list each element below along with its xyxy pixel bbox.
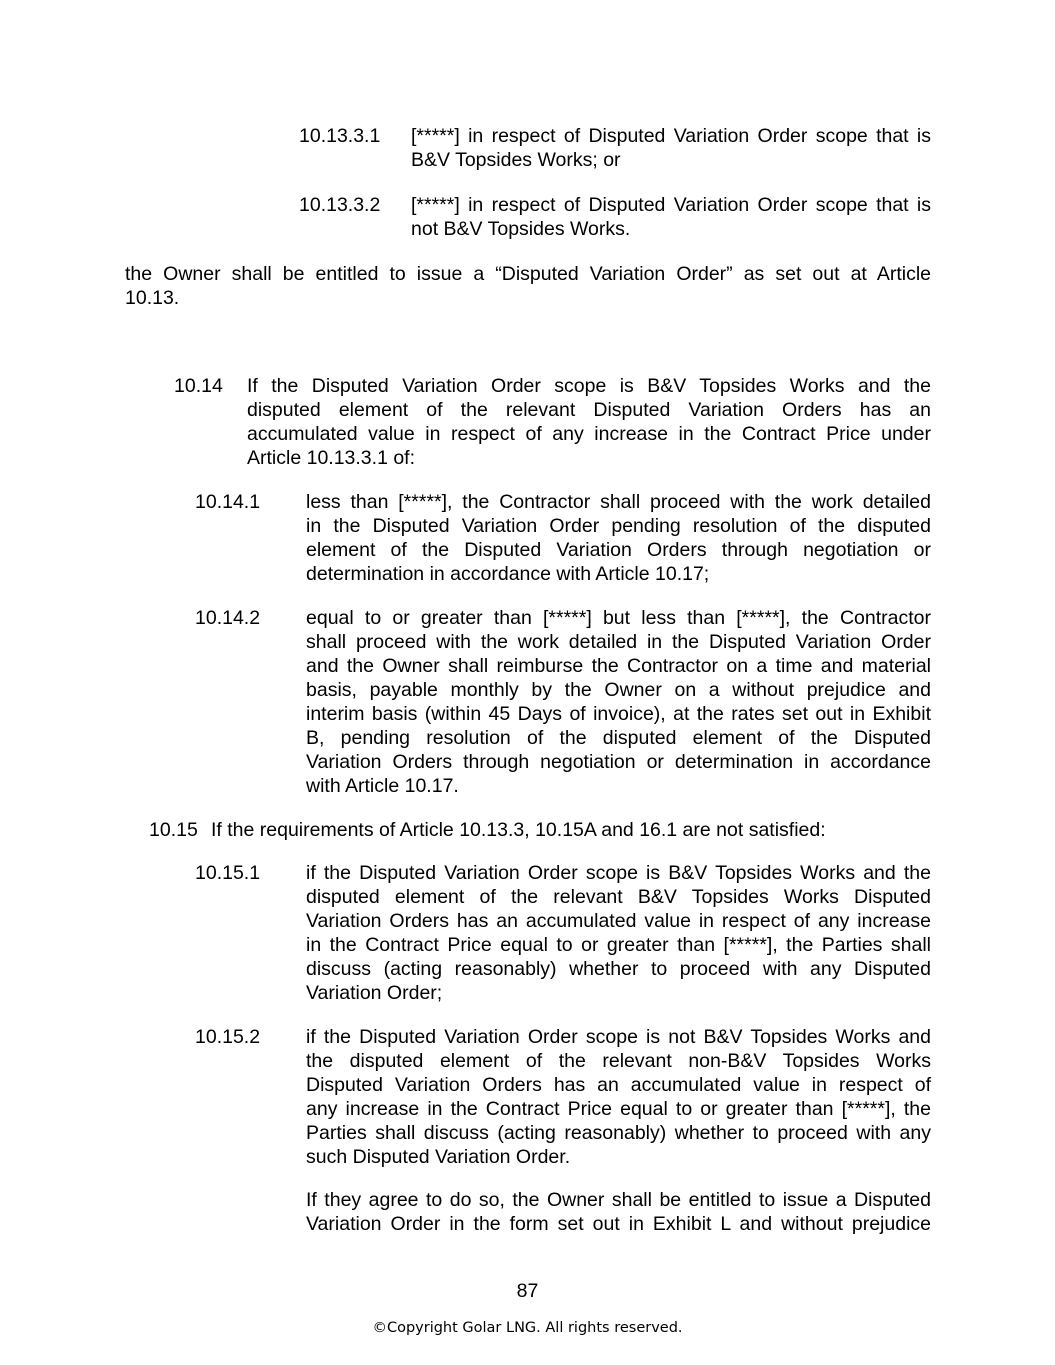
text-line: disputed element of the relevant Disputed Variation Orders has an [247, 399, 931, 421]
text-line: Parties shall discuss (acting reasonably) whether to proceed with any [306, 1122, 931, 1144]
text-line: Variation Order; [306, 982, 443, 1004]
clause-number: 10.15 [149, 819, 198, 841]
text-line: any increase in the Contract Price equal to or greater than [*****], the [306, 1098, 931, 1120]
text-line: equal to or greater than [*****] but less than [*****], the Contractor [306, 607, 931, 629]
text-line: determination in accordance with Article 10.17; [306, 563, 710, 585]
text-line: disputed element of the relevant B&V Topsides Works Disputed [306, 886, 931, 908]
text-line: [*****] in respect of Disputed Variation Order scope that is [411, 125, 931, 147]
text-line: Variation Orders through negotiation or determination in accordance [306, 751, 931, 773]
clause-text [306, 861, 931, 1005]
text-line: less than [*****], the Contractor shall proceed with the work detailed [306, 491, 931, 513]
page-number: 87 [516, 1280, 539, 1302]
text-line: Article 10.13.3.1 of: [247, 447, 416, 469]
text-line: shall proceed with the work detailed in the Disputed Variation Order [306, 631, 931, 653]
text-line: If the requirements of Article 10.13.3, 10.15A and 16.1 are not satisfied: [211, 819, 826, 841]
clause-text [411, 124, 931, 172]
clause-number: 10.14.2 [195, 607, 261, 629]
clause-text [306, 606, 931, 798]
text-line: If they agree to do so, the Owner shall be entitled to issue a Disputed [306, 1189, 931, 1211]
text-line: B&V Topsides Works; or [411, 149, 621, 171]
clause-number: 10.15.1 [195, 862, 261, 884]
clause-text [306, 1025, 931, 1169]
text-line: not B&V Topsides Works. [411, 218, 631, 240]
clause-text [211, 818, 931, 842]
clause-number: 10.15.2 [195, 1026, 261, 1048]
text-line: the Owner shall be entitled to issue a “Disputed Variation Order” as set out at Article [125, 263, 931, 285]
text-line: B, pending resolution of the disputed element of the Disputed [306, 727, 931, 749]
text-line: in the Contract Price equal to or greater than [*****], the Parties shall [306, 934, 931, 956]
text-line: accumulated value in respect of any increase in the Contract Price under [247, 423, 931, 445]
text-line: the disputed element of the relevant non-B&V Topsides Works [306, 1050, 931, 1072]
text-line: with Article 10.17. [306, 775, 459, 797]
clause-number: 10.13.3.1 [299, 125, 381, 147]
text-line: and the Owner shall reimburse the Contractor on a time and material [306, 655, 931, 677]
clause-text [306, 490, 931, 586]
clause-number: 10.14.1 [195, 491, 261, 513]
text-line: If the Disputed Variation Order scope is B&V Topsides Works and the [247, 375, 931, 397]
text-line: such Disputed Variation Order. [306, 1146, 571, 1168]
text-line: 10.13. [125, 287, 180, 309]
text-line: interim basis (within 45 Days of invoice), at the rates set out in Exhibit [306, 703, 931, 725]
clause-number: 10.13.3.2 [299, 194, 381, 216]
text-line: discuss (acting reasonably) whether to proceed with any Disputed [306, 958, 931, 980]
text-line: element of the Disputed Variation Orders through negotiation or [306, 539, 931, 561]
text-line: in the Disputed Variation Order pending resolution of the disputed [306, 515, 931, 537]
text-line: Variation Order in the form set out in Exhibit L and without prejudice [306, 1213, 931, 1235]
clause-text [411, 193, 931, 241]
clause-text [247, 374, 931, 470]
text-line: Disputed Variation Orders has an accumulated value in respect of [306, 1074, 931, 1096]
text-line: if the Disputed Variation Order scope is not B&V Topsides Works and [306, 1026, 931, 1048]
text-line: basis, payable monthly by the Owner on a without prejudice and [306, 679, 931, 701]
paragraph-text [306, 1188, 931, 1236]
text-line: if the Disputed Variation Order scope is B&V Topsides Works and the [306, 862, 931, 884]
copyright-notice: ©Copyright Golar LNG. All rights reserved. [372, 1320, 683, 1336]
clause-number: 10.14 [174, 375, 223, 397]
paragraph-text [125, 262, 931, 310]
text-line: Variation Orders has an accumulated value in respect of any increase [306, 910, 931, 932]
text-line: [*****] in respect of Disputed Variation Order scope that is [411, 194, 931, 216]
